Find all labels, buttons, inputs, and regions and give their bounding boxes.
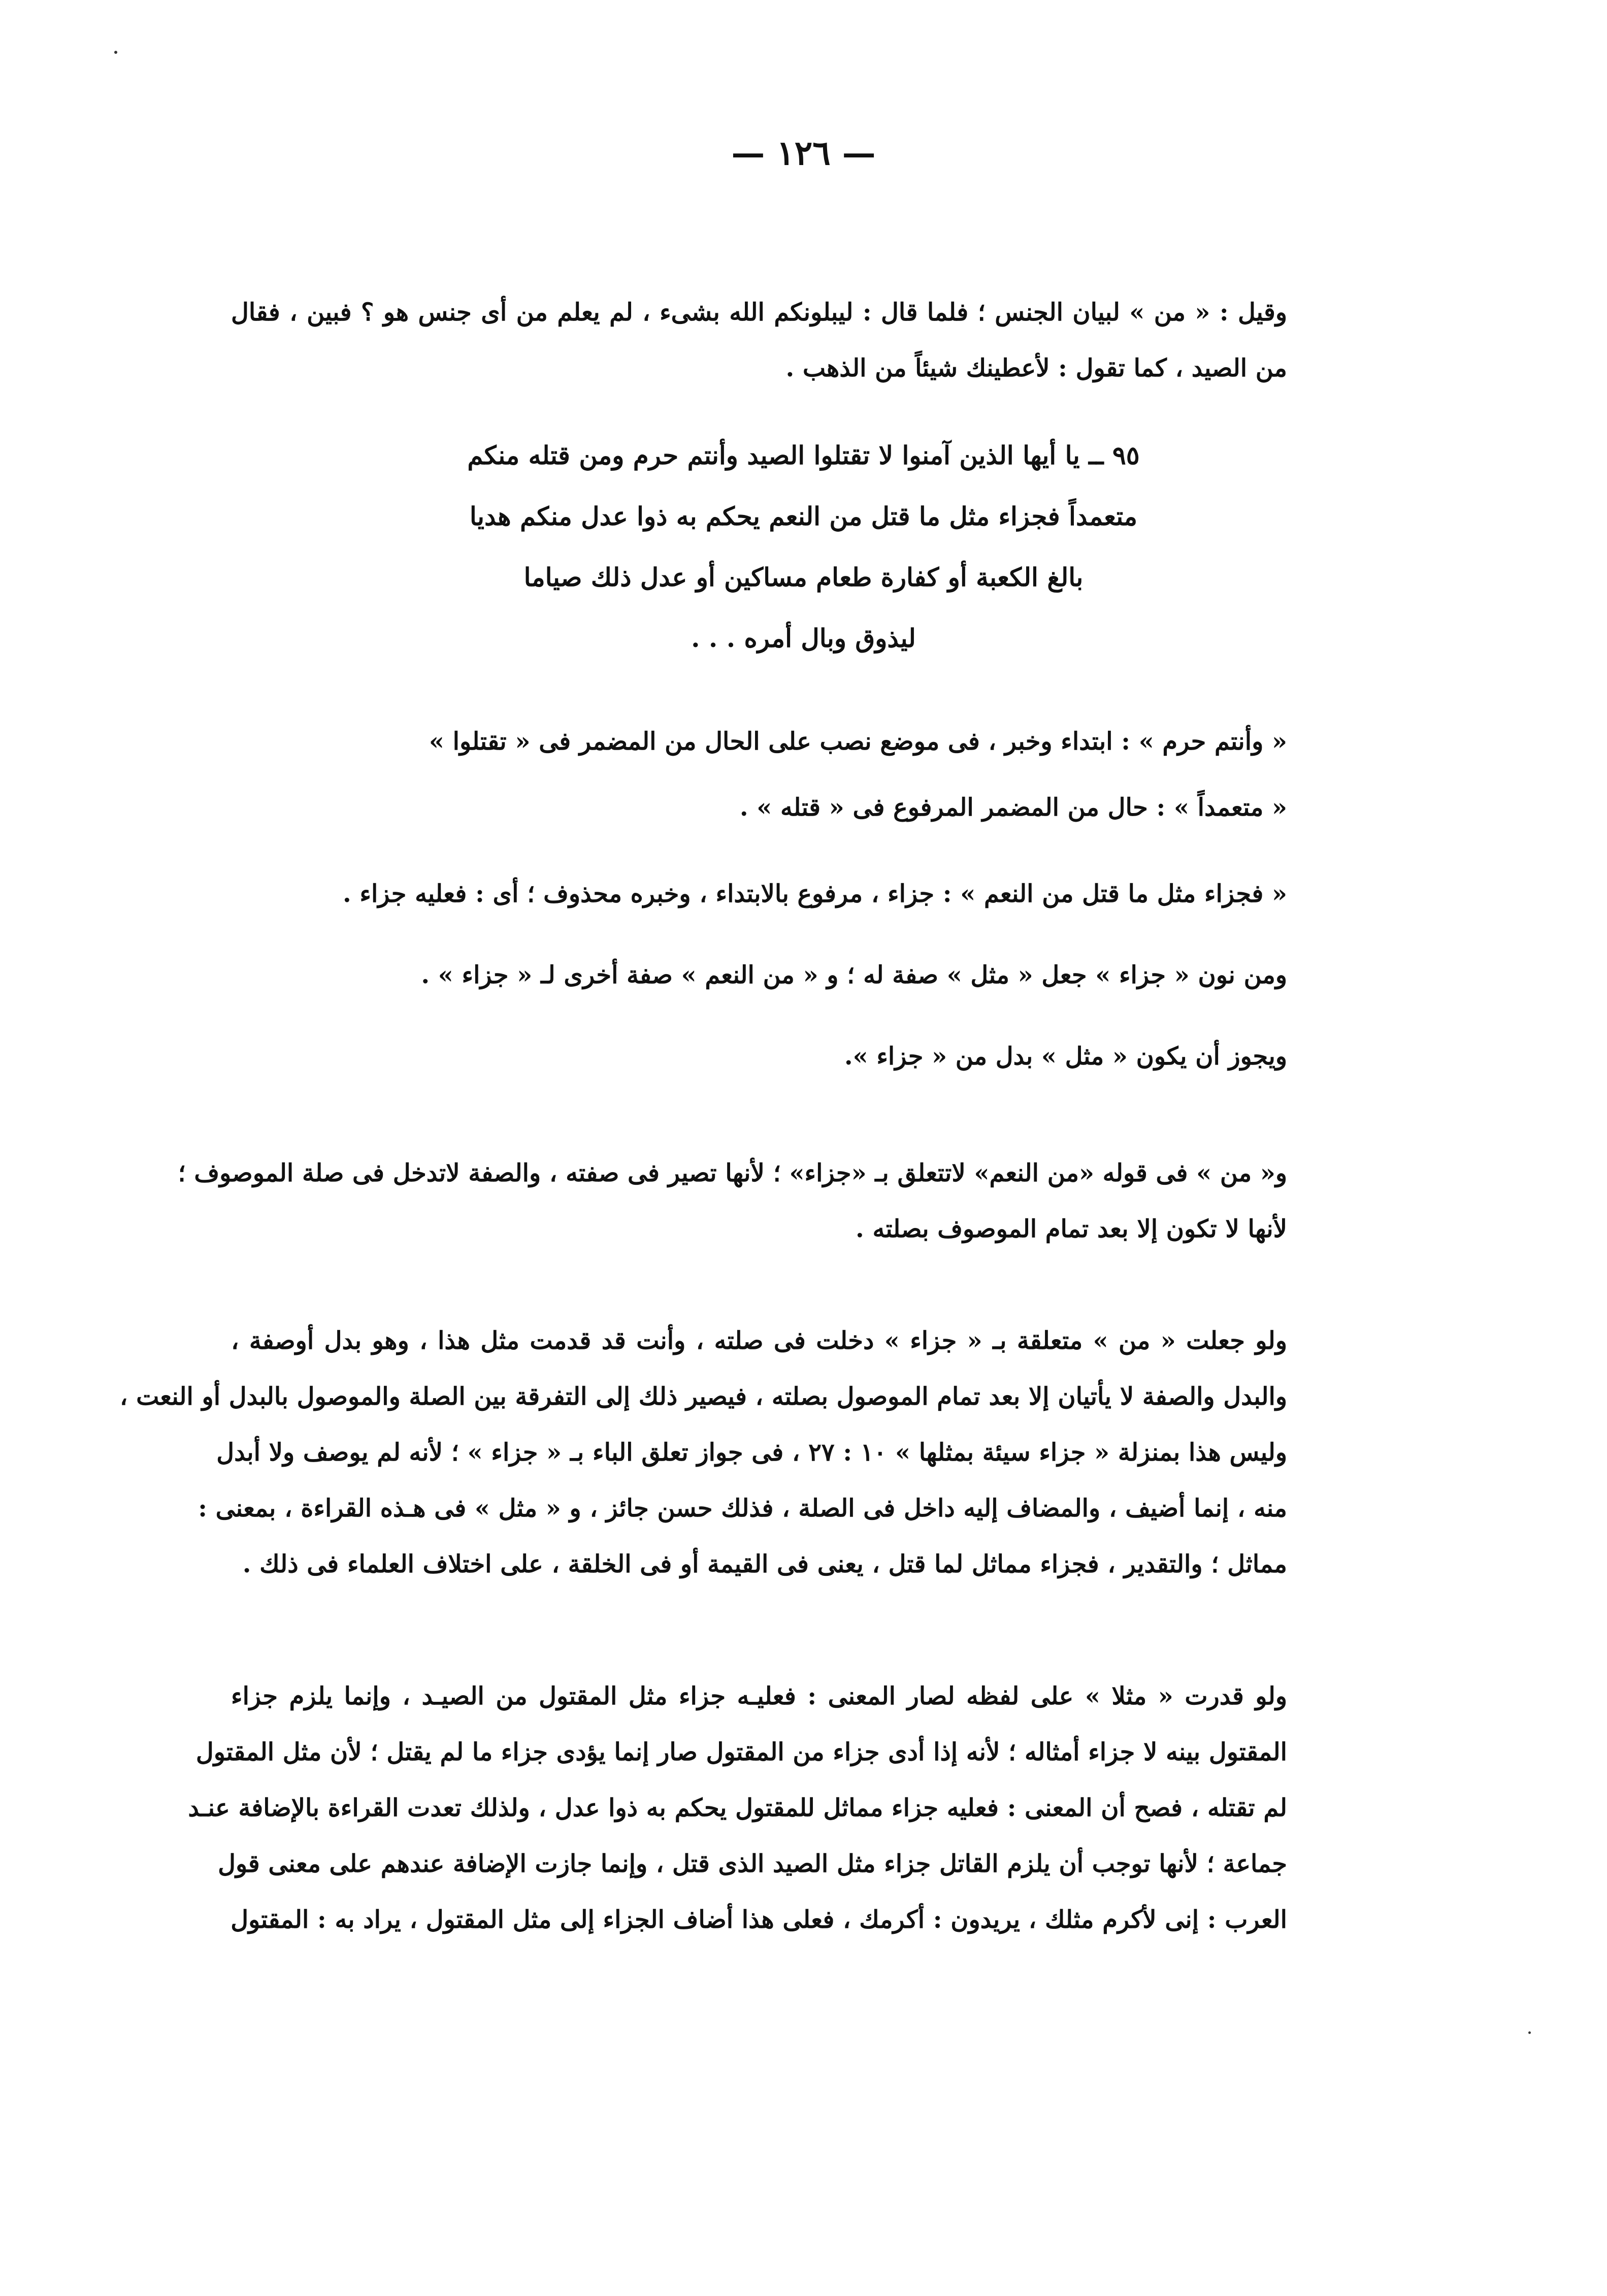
paragraph-line: لأنها لا تكون إلا بعد تمام الموصوف بصلته .	[856, 1215, 1287, 1243]
paragraph-line: المقتول بينه لا جزاء أمثاله ؛ لأنه إذا أدى جزاء من المقتول صار إنما يؤدى جزاء ما لم يقتل ؛ لأن مثل المقتول	[195, 1738, 1287, 1766]
paragraph-line: وليس هذا بمنزلة « جزاء سيئة بمثلها » ١٠ : ٢٧ ، فى جواز تعلق الباء بـ « جزاء » ؛ لأنه لم يوصف ولا أبدل	[216, 1438, 1287, 1467]
page-number: — ١٢٦ —	[731, 133, 876, 173]
note-line: « فجزاء مثل ما قتل من النعم » : جزاء ، مرفوع بالابتداء ، وخبره محذوف ؛ أى : فعليه جزاء .	[342, 880, 1287, 908]
paragraph-line: لم تقتله ، فصح أن المعنى : فعليه جزاء مماثل للمقتول يحكم به ذوا عدل ، ولذلك تعدت القراءة بالإضافة عنـد	[188, 1794, 1287, 1822]
paragraph-line: ولو قدرت « مثلا » على لفظه لصار المعنى : فعليـه جزاء مثل المقتول من الصيـد ، وإنما يلزم جزاء	[231, 1682, 1287, 1710]
scan-speck	[1528, 2031, 1531, 2034]
intro-line: وقيل : « من » لبيان الجنس ؛ فلما قال : ليبلونكم الله بشىء ، لم يعلم من أى جنس هو ؟ فبين ، فقال	[231, 298, 1287, 327]
paragraph-line: و« من » فى قوله «من النعم» لاتتعلق بـ «جزاء» ؛ لأنها تصير فى صفته ، والصفة لاتدخل فى صلة الموصوف ؛	[178, 1159, 1287, 1187]
paragraph-line: منه ، إنما أضيف ، والمضاف إليه داخل فى الصلة ، فذلك حسن جائز ، و « مثل » فى هـذه القراءة ، بمعنى :	[198, 1494, 1287, 1523]
quran-verse	[0, 434, 1607, 668]
verse-line: ليذوق وبال أمره . . .	[691, 623, 916, 653]
scan-speck	[114, 51, 117, 54]
paragraph-2	[119, 1320, 1287, 1605]
note-line: ومن نون « جزاء » جعل « مثل » صفة له ؛ و « من النعم » صفة أخرى لـ « جزاء » .	[421, 961, 1287, 989]
paragraph-line: والبدل والصفة لا يأتيان إلا بعد تمام الموصول بصلته ، فيصير ذلك إلى التفرقة بين الصلة والموصول بالبدل أو النعت ،	[119, 1382, 1287, 1411]
paragraph-1	[178, 1153, 1287, 1254]
paragraph-line: العرب : إنى لأكرم مثلك ، يريدون : أكرمك ، فعلى هذا أضاف الجزاء إلى مثل المقتول ، يراد به : المقتول	[231, 1905, 1287, 1934]
note-line: « متعمداً » : حال من المضمر المرفوع فى « قتله » .	[739, 793, 1287, 822]
paragraph-3	[188, 1676, 1287, 1960]
intro-paragraph	[231, 292, 1287, 394]
verse-line: ٩٥ ــ يا أيها الذين آمنوا لا تقتلوا الصيد وأنتم حرم ومن قتله منكم	[467, 440, 1140, 470]
paragraph-line: مماثل ؛ والتقدير ، فجزاء مماثل لما قتل ، يعنى فى القيمة أو فى الخلقة ، على اختلاف العلماء فى ذلك .	[242, 1550, 1287, 1578]
paragraph-line: ولو جعلت « من » متعلقة بـ « جزاء » دخلت فى صلته ، وأنت قد قدمت مثل هذا ، وهو بدل أوصفة ،	[231, 1327, 1287, 1355]
verse-line: متعمداً فجزاء مثل ما قتل من النعم يحكم به ذوا عدل منكم هديا	[469, 501, 1138, 531]
note-line: ويجوز أن يكون « مثل » بدل من « جزاء ».	[844, 1042, 1287, 1071]
intro-line: من الصيد ، كما تقول : لأعطينك شيئاً من الذهب .	[785, 354, 1287, 382]
notes	[231, 721, 1287, 1102]
verse-line: بالغ الكعبة أو كفارة طعام مساكين أو عدل ذلك صياما	[523, 562, 1084, 592]
paragraph-line: جماعة ؛ لأنها توجب أن يلزم القاتل جزاء مثل الصيد الذى قتل ، وإنما جازت الإضافة عندهم على معنى قول	[218, 1850, 1287, 1878]
note-line: « وأنتم حرم » : ابتداء وخبر ، فى موضع نصب على الحال من المضمر فى « تقتلوا »	[429, 727, 1287, 756]
